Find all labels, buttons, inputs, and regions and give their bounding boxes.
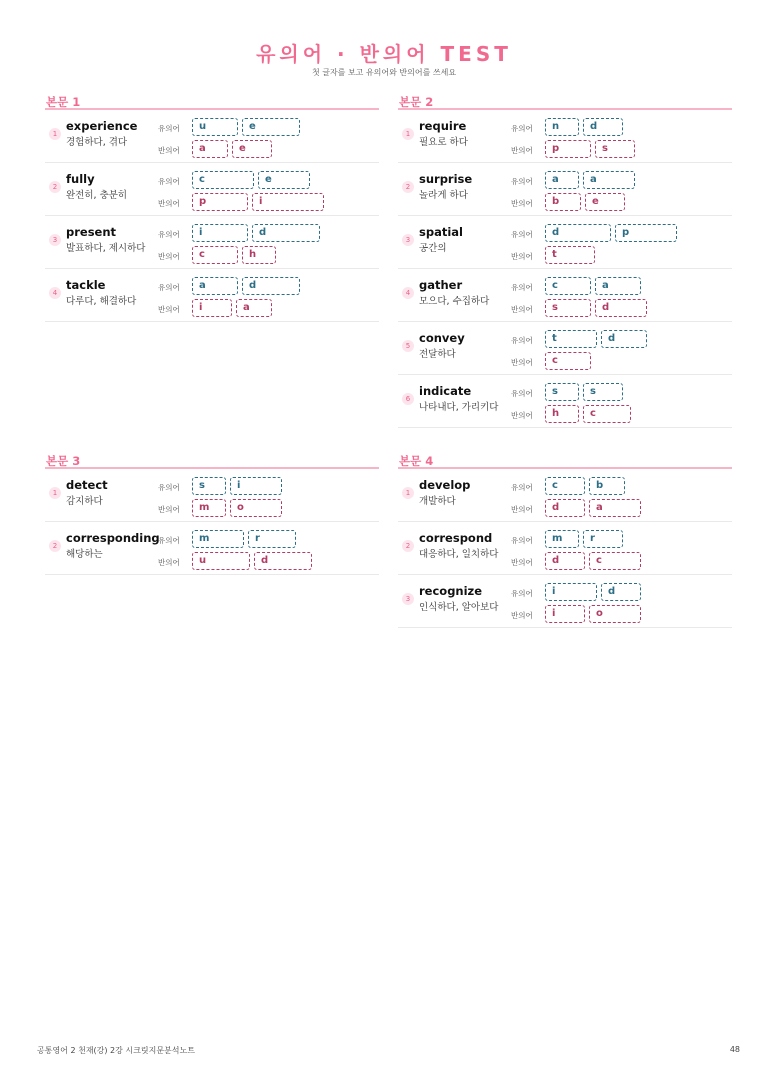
synonym-answer-box[interactable]: s [545,383,579,401]
antonym-label: 반의어 [511,252,533,261]
antonym-answer-box[interactable]: e [585,193,625,211]
synonym-answer-box[interactable]: r [248,530,296,548]
synonym-answer-box[interactable]: e [258,171,310,189]
synonym-label: 유의어 [158,230,180,239]
synonym-answer-box[interactable]: i [230,477,282,495]
antonym-answer-box[interactable]: d [545,552,585,570]
section-heading: 본문 4 [398,453,732,469]
antonym-answer-box[interactable]: c [192,246,238,264]
synonym-answer-box[interactable]: c [545,277,591,295]
antonym-answer-box[interactable]: c [545,352,591,370]
vocab-word: detect [66,478,108,492]
antonym-label: 반의어 [158,146,180,155]
synonym-answer-box[interactable]: i [545,583,597,601]
item-number-badge: 3 [402,593,414,605]
synonym-label: 유의어 [511,389,533,398]
synonym-label: 유의어 [511,283,533,292]
antonym-label: 반의어 [511,305,533,314]
item-number-badge: 4 [49,287,61,299]
vocab-meaning: 전달하다 [419,349,456,360]
antonym-answer-box[interactable]: a [589,499,641,517]
vocab-meaning: 감지하다 [66,496,103,507]
vocab-word: recognize [419,584,483,598]
synonym-answer-box[interactable]: u [192,118,238,136]
synonym-answer-box[interactable]: n [545,118,579,136]
antonym-answer-box[interactable]: s [595,140,635,158]
antonym-answer-box[interactable]: o [230,499,282,517]
antonym-label: 반의어 [511,611,533,620]
vocab-word: experience [66,119,138,133]
vocab-row [45,110,379,163]
vocab-word: correspond [419,531,493,545]
antonym-answer-box[interactable]: c [589,552,641,570]
vocab-meaning: 다루다, 해결하다 [66,296,137,307]
vocab-meaning: 나타내다, 가리키다 [419,402,499,413]
antonym-answer-box[interactable]: i [545,605,585,623]
footer-book-title: 공통영어 2 천재(강) 2강 시크릿지문분석노트 [37,1046,195,1055]
synonym-label: 유의어 [511,589,533,598]
vocab-word: gather [419,278,463,292]
synonym-answer-box[interactable]: d [583,118,623,136]
section-4 [398,453,732,628]
synonym-label: 유의어 [511,336,533,345]
synonym-answer-box[interactable]: s [583,383,623,401]
antonym-label: 반의어 [158,252,180,261]
vocab-word: require [419,119,467,133]
section-heading: 본문 1 [45,94,379,110]
item-number-badge: 3 [49,234,61,246]
item-number-badge: 5 [402,340,414,352]
section-2 [398,94,732,428]
item-number-badge: 2 [49,181,61,193]
antonym-answer-box[interactable]: o [589,605,641,623]
vocab-row [398,322,732,375]
vocab-word: tackle [66,278,106,292]
synonym-answer-box[interactable]: d [252,224,320,242]
vocab-row [45,163,379,216]
synonym-label: 유의어 [158,177,180,186]
section-1 [45,94,379,322]
item-number-badge: 4 [402,287,414,299]
synonym-answer-box[interactable]: a [192,277,238,295]
antonym-label: 반의어 [511,199,533,208]
page-number: 48 [729,1045,740,1054]
synonym-label: 유의어 [158,536,180,545]
synonym-answer-box[interactable]: r [583,530,623,548]
antonym-answer-box[interactable]: t [545,246,595,264]
vocab-word: spatial [419,225,463,239]
vocab-meaning: 모으다, 수집하다 [419,296,490,307]
antonym-answer-box[interactable]: d [595,299,647,317]
antonym-label: 반의어 [511,358,533,367]
antonym-answer-box[interactable]: a [192,140,228,158]
vocab-meaning: 완전히, 충분히 [66,190,128,201]
vocab-word: indicate [419,384,472,398]
vocab-row [398,216,732,269]
antonym-label: 반의어 [511,146,533,155]
synonym-answer-box[interactable]: a [545,171,579,189]
section-heading: 본문 3 [45,453,379,469]
item-number-badge: 2 [49,540,61,552]
vocab-row [398,575,732,628]
vocab-row [398,469,732,522]
item-number-badge: 1 [49,487,61,499]
antonym-answer-box[interactable]: d [254,552,312,570]
antonym-answer-box[interactable]: s [545,299,591,317]
vocab-word: corresponding [66,531,160,545]
antonym-answer-box[interactable]: e [232,140,272,158]
antonym-answer-box[interactable]: d [545,499,585,517]
vocab-row [398,375,732,428]
item-number-badge: 1 [402,128,414,140]
synonym-label: 유의어 [511,483,533,492]
antonym-label: 반의어 [511,558,533,567]
antonym-label: 반의어 [158,505,180,514]
vocab-word: present [66,225,117,239]
vocab-row [398,269,732,322]
vocab-word: convey [419,331,465,345]
vocab-meaning: 경험하다, 겪다 [66,137,128,148]
synonym-answer-box[interactable]: c [545,477,585,495]
vocab-meaning: 개발하다 [419,496,456,507]
vocab-row [45,522,379,575]
synonym-answer-box[interactable]: d [601,583,641,601]
synonym-answer-box[interactable]: d [242,277,300,295]
antonym-answer-box[interactable]: a [236,299,272,317]
vocab-word: develop [419,478,471,492]
vocab-meaning: 발표하다, 제시하다 [66,243,146,254]
synonym-answer-box[interactable]: d [545,224,611,242]
vocab-row [45,216,379,269]
section-3 [45,453,379,575]
synonym-answer-box[interactable]: t [545,330,597,348]
antonym-label: 반의어 [158,558,180,567]
antonym-label: 반의어 [511,411,533,420]
antonym-answer-box[interactable]: b [545,193,581,211]
antonym-label: 반의어 [158,199,180,208]
vocab-word: surprise [419,172,473,186]
item-number-badge: 6 [402,393,414,405]
antonym-answer-box[interactable]: p [192,193,248,211]
item-number-badge: 3 [402,234,414,246]
synonym-answer-box[interactable]: e [242,118,300,136]
synonym-answer-box[interactable]: b [589,477,625,495]
synonym-answer-box[interactable]: a [595,277,641,295]
vocab-meaning: 인식하다, 알아보다 [419,602,499,613]
synonym-answer-box[interactable]: a [583,171,635,189]
synonym-answer-box[interactable]: c [192,171,254,189]
synonym-label: 유의어 [511,124,533,133]
page-title: 유의어 · 반의어 TEST [256,42,512,66]
vocab-row [398,163,732,216]
item-number-badge: 2 [402,540,414,552]
antonym-answer-box[interactable]: m [192,499,226,517]
synonym-answer-box[interactable]: m [545,530,579,548]
item-number-badge: 1 [49,128,61,140]
synonym-label: 유의어 [158,483,180,492]
antonym-answer-box[interactable]: c [583,405,631,423]
antonym-answer-box[interactable]: u [192,552,250,570]
synonym-answer-box[interactable]: s [192,477,226,495]
synonym-answer-box[interactable]: m [192,530,244,548]
antonym-label: 반의어 [158,305,180,314]
vocab-row [45,269,379,322]
antonym-answer-box[interactable]: p [545,140,591,158]
synonym-answer-box[interactable]: p [615,224,677,242]
vocab-meaning: 대응하다, 일치하다 [419,549,499,560]
antonym-answer-box[interactable]: i [252,193,324,211]
vocab-meaning: 놀라게 하다 [419,190,468,201]
antonym-answer-box[interactable]: h [242,246,276,264]
vocab-meaning: 필요로 하다 [419,137,468,148]
page-subtitle: 첫 글자를 보고 유의어와 반의어를 쓰세요 [311,68,457,77]
vocab-row [398,110,732,163]
antonym-answer-box[interactable]: i [192,299,232,317]
vocab-meaning: 공간의 [419,243,447,254]
synonym-answer-box[interactable]: i [192,224,248,242]
vocab-word: fully [66,172,95,186]
synonym-label: 유의어 [511,536,533,545]
vocab-row [398,522,732,575]
synonym-label: 유의어 [158,283,180,292]
synonym-label: 유의어 [511,177,533,186]
vocab-row [45,469,379,522]
antonym-label: 반의어 [511,505,533,514]
item-number-badge: 1 [402,487,414,499]
synonym-label: 유의어 [158,124,180,133]
synonym-answer-box[interactable]: d [601,330,647,348]
section-heading: 본문 2 [398,94,732,110]
vocab-meaning: 해당하는 [66,549,103,560]
synonym-label: 유의어 [511,230,533,239]
antonym-answer-box[interactable]: h [545,405,579,423]
item-number-badge: 2 [402,181,414,193]
